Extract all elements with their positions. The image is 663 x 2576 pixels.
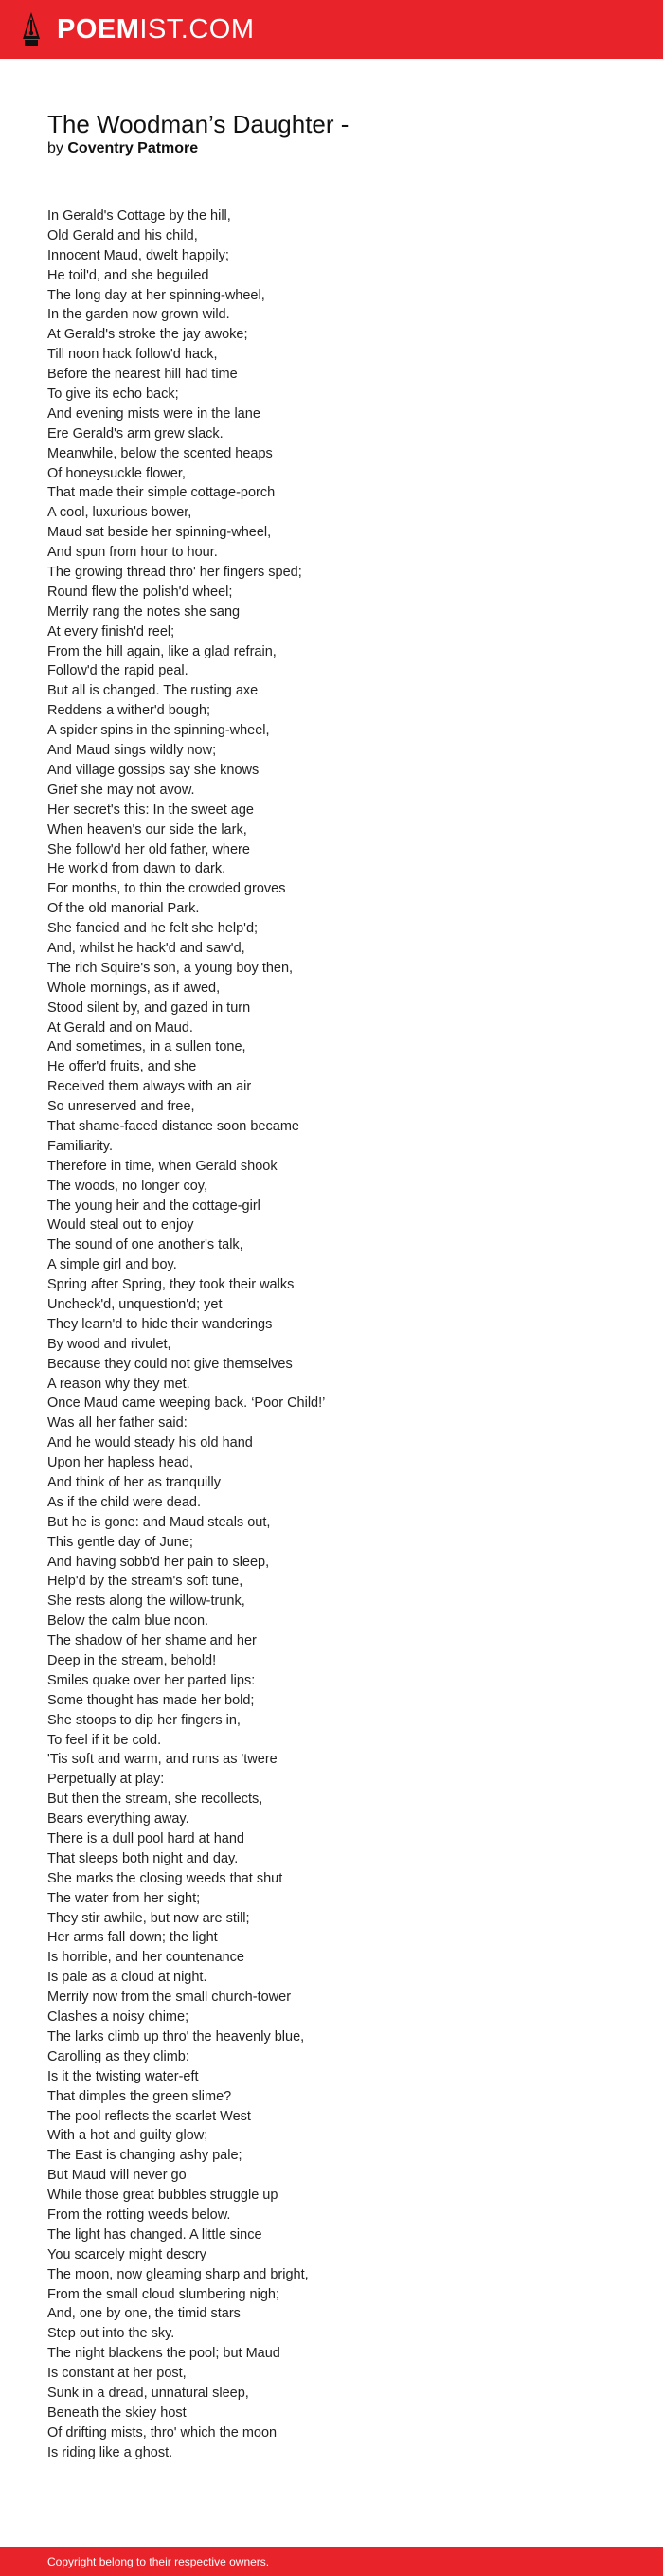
poem-line: Spring after Spring, they took their walks: [47, 1277, 295, 1293]
poem-line: Merrily rang the notes she sang: [47, 603, 241, 620]
poem-line: Bears everything away.: [47, 1811, 189, 1828]
poem-line: The young heir and the cottage-girl: [47, 1198, 260, 1214]
poem-line: From the small cloud slumbering nigh;: [47, 2286, 279, 2302]
poem-line: Clashes a noisy chime;: [47, 2009, 189, 2026]
pen-nib-icon[interactable]: [15, 9, 47, 50]
poem-line: She marks the closing weeds that shut: [47, 1870, 283, 1886]
poem-line: To give its echo back;: [47, 387, 179, 403]
poem-line: Perpetually at play:: [47, 1772, 165, 1788]
poem-line: Step out into the sky.: [47, 2326, 175, 2342]
poem-line: That shame-faced distance soon became: [47, 1118, 299, 1134]
poem-body: [47, 207, 616, 2463]
poem-line: Received them always with an air: [47, 1079, 252, 1095]
poem-line: But all is changed. The rusting axe: [47, 683, 259, 699]
poem-line: Whole mornings, as if awed,: [47, 980, 221, 996]
poem-line: A simple girl and boy.: [47, 1257, 177, 1273]
poem-line: Once Maud came weeping back. ‘Poor Child!’: [47, 1396, 326, 1412]
poem-line: That made their simple cottage-porch: [47, 485, 276, 501]
poem-line: The water from her sight;: [47, 1890, 201, 1906]
site-logo[interactable]: [57, 14, 255, 45]
poem-line: 'Tis soft and warm, and runs as 'twere: [47, 1752, 278, 1768]
copyright-text: Copyright belong to their respective owners.: [47, 2554, 270, 2568]
poem-line: A cool, luxurious bower,: [47, 505, 192, 521]
poem-line: Of the old manorial Park.: [47, 901, 200, 917]
poem-line: To feel if it be cold.: [47, 1732, 162, 1748]
poem-line: That sleeps both night and day.: [47, 1850, 239, 1866]
poem-line: They stir awhile, but now are still;: [47, 1910, 250, 1926]
poem-line: Is it the twisting water-eft: [47, 2068, 199, 2084]
poem-line: Was all her father said:: [47, 1415, 188, 1432]
poem-line: He toil'd, and she beguiled: [47, 267, 209, 283]
poem-line: Below the calm blue noon.: [47, 1613, 209, 1630]
poem-line: And, one by one, the timid stars: [47, 2306, 241, 2322]
logo-bold-text: POEM: [57, 13, 140, 45]
poem-line: Would steal out to enjoy: [47, 1217, 194, 1234]
poem-line: Because they could not give themselves: [47, 1356, 293, 1372]
poem-line: But then the stream, she recollects,: [47, 1792, 263, 1808]
poem-line: The light has changed. A little since: [47, 2226, 262, 2243]
poem-line: Of drifting mists, thro' which the moon: [47, 2424, 278, 2441]
poem-line: So unreserved and free,: [47, 1099, 195, 1115]
poem-line: And having sobb'd her pain to sleep,: [47, 1554, 270, 1570]
poem-line: Familiarity.: [47, 1138, 114, 1154]
site-header: [0, 0, 663, 59]
poem-line: By wood and rivulet,: [47, 1336, 171, 1352]
poem-line: And spun from hour to hour.: [47, 545, 218, 561]
poem-line: They learn'd to hide their wanderings: [47, 1316, 273, 1332]
poem-line: She rests along the willow-trunk,: [47, 1594, 245, 1610]
poem-line: Grief she may not avow.: [47, 782, 195, 798]
poem-line: Uncheck'd, unquestion'd; yet: [47, 1296, 223, 1312]
poem-line: The shadow of her shame and her: [47, 1633, 257, 1649]
poem-line: In the garden now grown wild.: [47, 307, 230, 323]
poem-line: And think of her as tranquilly: [47, 1475, 221, 1490]
logo-light-text: IST.COM: [139, 13, 255, 45]
poem-line: The woods, no longer coy,: [47, 1178, 207, 1194]
author-name[interactable]: Coventry Patmore: [67, 140, 199, 156]
poem-line: Upon her hapless head,: [47, 1455, 193, 1471]
poem-line: The moon, now gleaming sharp and bright,: [47, 2266, 309, 2282]
poem-line: Beneath the skiey host: [47, 2405, 187, 2421]
poem-line: Stood silent by, and gazed in turn: [47, 1000, 251, 1016]
poem-line: When heaven's our side the lark,: [47, 821, 247, 838]
poem-line: Reddens a wither'd bough;: [47, 703, 211, 719]
poem-line: And he would steady his old hand: [47, 1435, 253, 1451]
poem-line: But Maud will never go: [47, 2168, 187, 2184]
poem-line: That dimples the green slime?: [47, 2088, 232, 2104]
poem-line: Therefore in time, when Gerald shook: [47, 1158, 278, 1174]
poem-line: Is riding like a ghost.: [47, 2444, 173, 2460]
poem-line: And sometimes, in a sullen tone,: [47, 1039, 246, 1055]
poem-line: Sunk in a dread, unnatural sleep,: [47, 2385, 249, 2401]
poem-line: Before the nearest hill had time: [47, 367, 238, 383]
poem-line: From the hill again, like a glad refrain,: [47, 643, 277, 659]
poem-line: He offer'd fruits, and she: [47, 1059, 197, 1075]
poem-line: Is pale as a cloud at night.: [47, 1970, 207, 1986]
poem-line: Smiles quake over her parted lips:: [47, 1672, 256, 1688]
poem-line: Help'd by the stream's soft tune,: [47, 1574, 243, 1590]
poem-line: Of honeysuckle flower,: [47, 465, 186, 481]
poem-line: A spider spins in the spinning-wheel,: [47, 723, 270, 739]
poem-line: But he is gone: and Maud steals out,: [47, 1514, 271, 1530]
poem-line: And evening mists were in the lane: [47, 405, 260, 422]
poem-line: Follow'd the rapid peal.: [47, 663, 188, 679]
poem-line: The sound of one another's talk,: [47, 1237, 243, 1253]
poem-line: Old Gerald and his child,: [47, 227, 198, 243]
poem-line: Her secret's this: In the sweet age: [47, 802, 254, 818]
by-label: by: [47, 140, 63, 156]
poem-line: At every finish'd reel;: [47, 623, 175, 639]
poem-line: Is constant at her post,: [47, 2366, 187, 2382]
poem-line: At Gerald's stroke the jay awoke;: [47, 327, 248, 343]
poem-line: Ere Gerald's arm grew slack.: [47, 425, 224, 441]
poem-line: This gentle day of June;: [47, 1534, 193, 1550]
poem-line: There is a dull pool hard at hand: [47, 1831, 244, 1847]
poem-line: Deep in the stream, behold!: [47, 1653, 217, 1669]
poem-line: Merrily now from the small church-tower: [47, 1990, 292, 2006]
poem-line: She fancied and he felt she help'd;: [47, 921, 259, 937]
poem-line: The pool reflects the scarlet West: [47, 2108, 251, 2124]
poem-line: From the rotting weeds below.: [47, 2207, 231, 2223]
site-footer: [0, 2547, 663, 2576]
poem-line: She stoops to dip her fingers in,: [47, 1712, 241, 1728]
poem-line: The night blackens the pool; but Maud: [47, 2346, 280, 2362]
poem-line: He work'd from dawn to dark,: [47, 861, 226, 877]
poem-line: Some thought has made her bold;: [47, 1692, 255, 1708]
poem-line: Meanwhile, below the scented heaps: [47, 445, 273, 461]
poem-line: The long day at her spinning-wheel,: [47, 287, 265, 303]
byline: [47, 140, 198, 157]
poem-line: A reason why they met.: [47, 1376, 190, 1392]
poem-line: And, whilst he hack'd and saw'd,: [47, 940, 245, 956]
poem-line: For months, to thin the crowded groves: [47, 881, 286, 897]
poem-line: With a hot and guilty glow;: [47, 2128, 208, 2144]
poem-title: The Woodman’s Daughter -: [47, 110, 349, 138]
poem-line: Till noon hack follow'd hack,: [47, 347, 218, 363]
poem-line: Round flew the polish'd wheel;: [47, 584, 233, 600]
poem-line: As if the child were dead.: [47, 1494, 202, 1510]
poem-line: The East is changing ashy pale;: [47, 2148, 242, 2164]
poem-line: Is horrible, and her countenance: [47, 1950, 244, 1966]
poem-line: You scarcely might descry: [47, 2246, 206, 2262]
poem-line: And Maud sings wildly now;: [47, 743, 217, 759]
poem-line: Maud sat beside her spinning-wheel,: [47, 525, 272, 541]
poem-line: In Gerald's Cottage by the hill,: [47, 208, 231, 224]
poem-line: The growing thread thro' her fingers sped;: [47, 565, 302, 581]
poem-line: She follow'd her old father, where: [47, 841, 250, 857]
poem-line: The rich Squire's son, a young boy then,: [47, 960, 294, 976]
poem-line: And village gossips say she knows: [47, 762, 260, 778]
poem-line: At Gerald and on Maud.: [47, 1019, 193, 1036]
poem-line: Innocent Maud, dwelt happily;: [47, 247, 229, 263]
poem-line: The larks climb up thro' the heavenly blue,: [47, 2028, 305, 2045]
poem-line: Her arms fall down; the light: [47, 1930, 218, 1946]
poem-line: Carolling as they climb:: [47, 2048, 189, 2064]
poem-line: While those great bubbles struggle up: [47, 2188, 278, 2204]
